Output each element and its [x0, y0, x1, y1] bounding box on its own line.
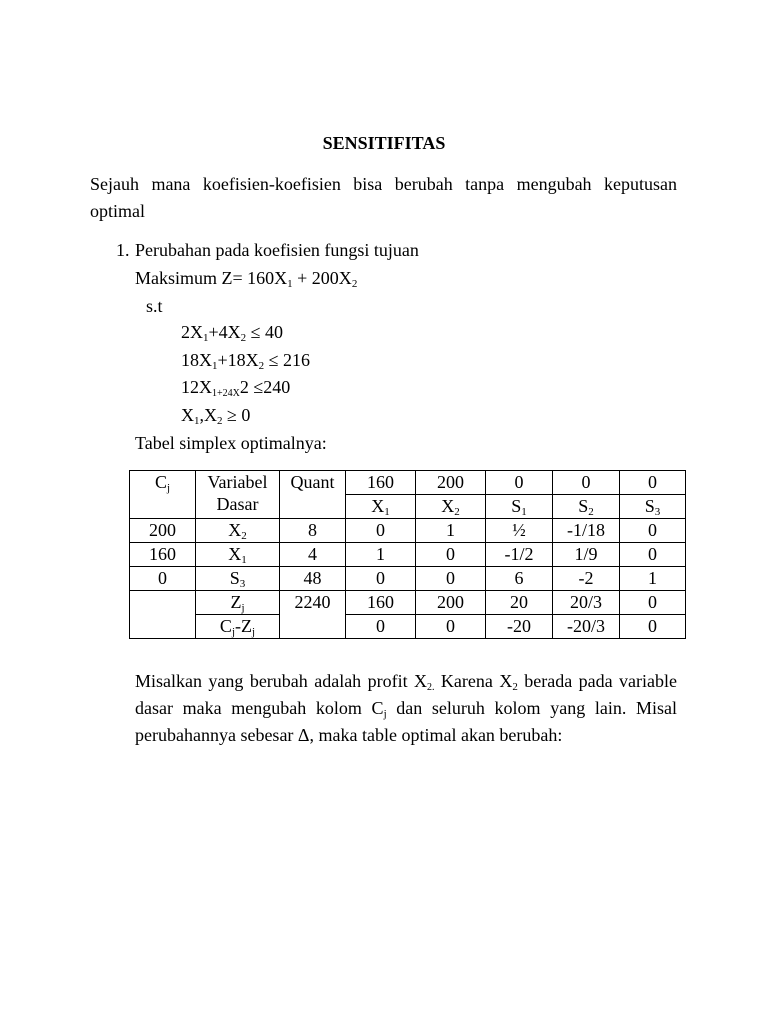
- table-header-row-1: [130, 471, 686, 495]
- table-caption: Tabel simplex optimalnya:: [135, 433, 327, 453]
- constraint-1: $2X_1+4X_2 \le 40$: [181, 322, 284, 344]
- simplex-table: [129, 470, 686, 639]
- header-var: $X_1$: [346, 495, 416, 519]
- explanation-paragraph: Misalkan yang berubah adalah profit $X_{2.}$ Karena $X_2$ berada pada variable dasar maka mengubah kolom $C_j$ dan seluruh kolom yang lain. Misal perubahannya sebesar Δ, maka table optimal akan berubah:: [135, 671, 677, 745]
- header-var: $S_3$: [620, 495, 686, 519]
- page-title: SENSITIFITAS: [322, 133, 446, 153]
- list-heading: Perubahan pada koefisien fungsi tujuan: [135, 240, 419, 260]
- header-coef: 160: [346, 471, 416, 495]
- table-row: 0 $S_3$ 48 0 0 6 -2 1: [130, 567, 686, 591]
- intro-paragraph: Sejauh mana koefisien-koefisien bisa berubah tanpa mengubah keputusan optimal: [90, 174, 677, 221]
- table-row: 160 $X_1$ 4 1 0 -1/2 1/9 0: [130, 543, 686, 567]
- header-coef: 0: [553, 471, 620, 495]
- constraint-nonnegativity: $X_1,X_2 \ge 0$: [181, 405, 251, 427]
- table-row-zj: $Z_j$ 2240 160 200 20 20/3 0: [130, 591, 686, 615]
- header-coef: 200: [416, 471, 486, 495]
- header-var: $S_2$: [553, 495, 620, 519]
- constraint-2: $18X_1+18X_2 \le 216$: [181, 350, 311, 372]
- table-row: 200 $X_2$ 8 0 1 ½ -1/18 0: [130, 519, 686, 543]
- header-coef: 0: [620, 471, 686, 495]
- subject-to-label: s.t: [146, 296, 163, 316]
- header-var: $X_2$: [416, 495, 486, 519]
- empty-cell: [130, 591, 196, 639]
- header-var: $S_1$: [486, 495, 553, 519]
- list-number: 1.: [116, 240, 130, 260]
- header-quant: Quant: [280, 471, 346, 519]
- header-variabel-dasar: Variabel Dasar: [196, 471, 280, 519]
- objective-function: Maksimum $Z= 160X_1 + 200X_2$: [135, 268, 358, 290]
- table-row-cj-zj: $C_j-Z_j$ 0 0 -20 -20/3 0: [130, 615, 686, 639]
- constraint-3: $12X_{1+24X}2 \le 240$: [181, 377, 291, 399]
- header-cj: $C_j$: [130, 471, 196, 519]
- header-coef: 0: [486, 471, 553, 495]
